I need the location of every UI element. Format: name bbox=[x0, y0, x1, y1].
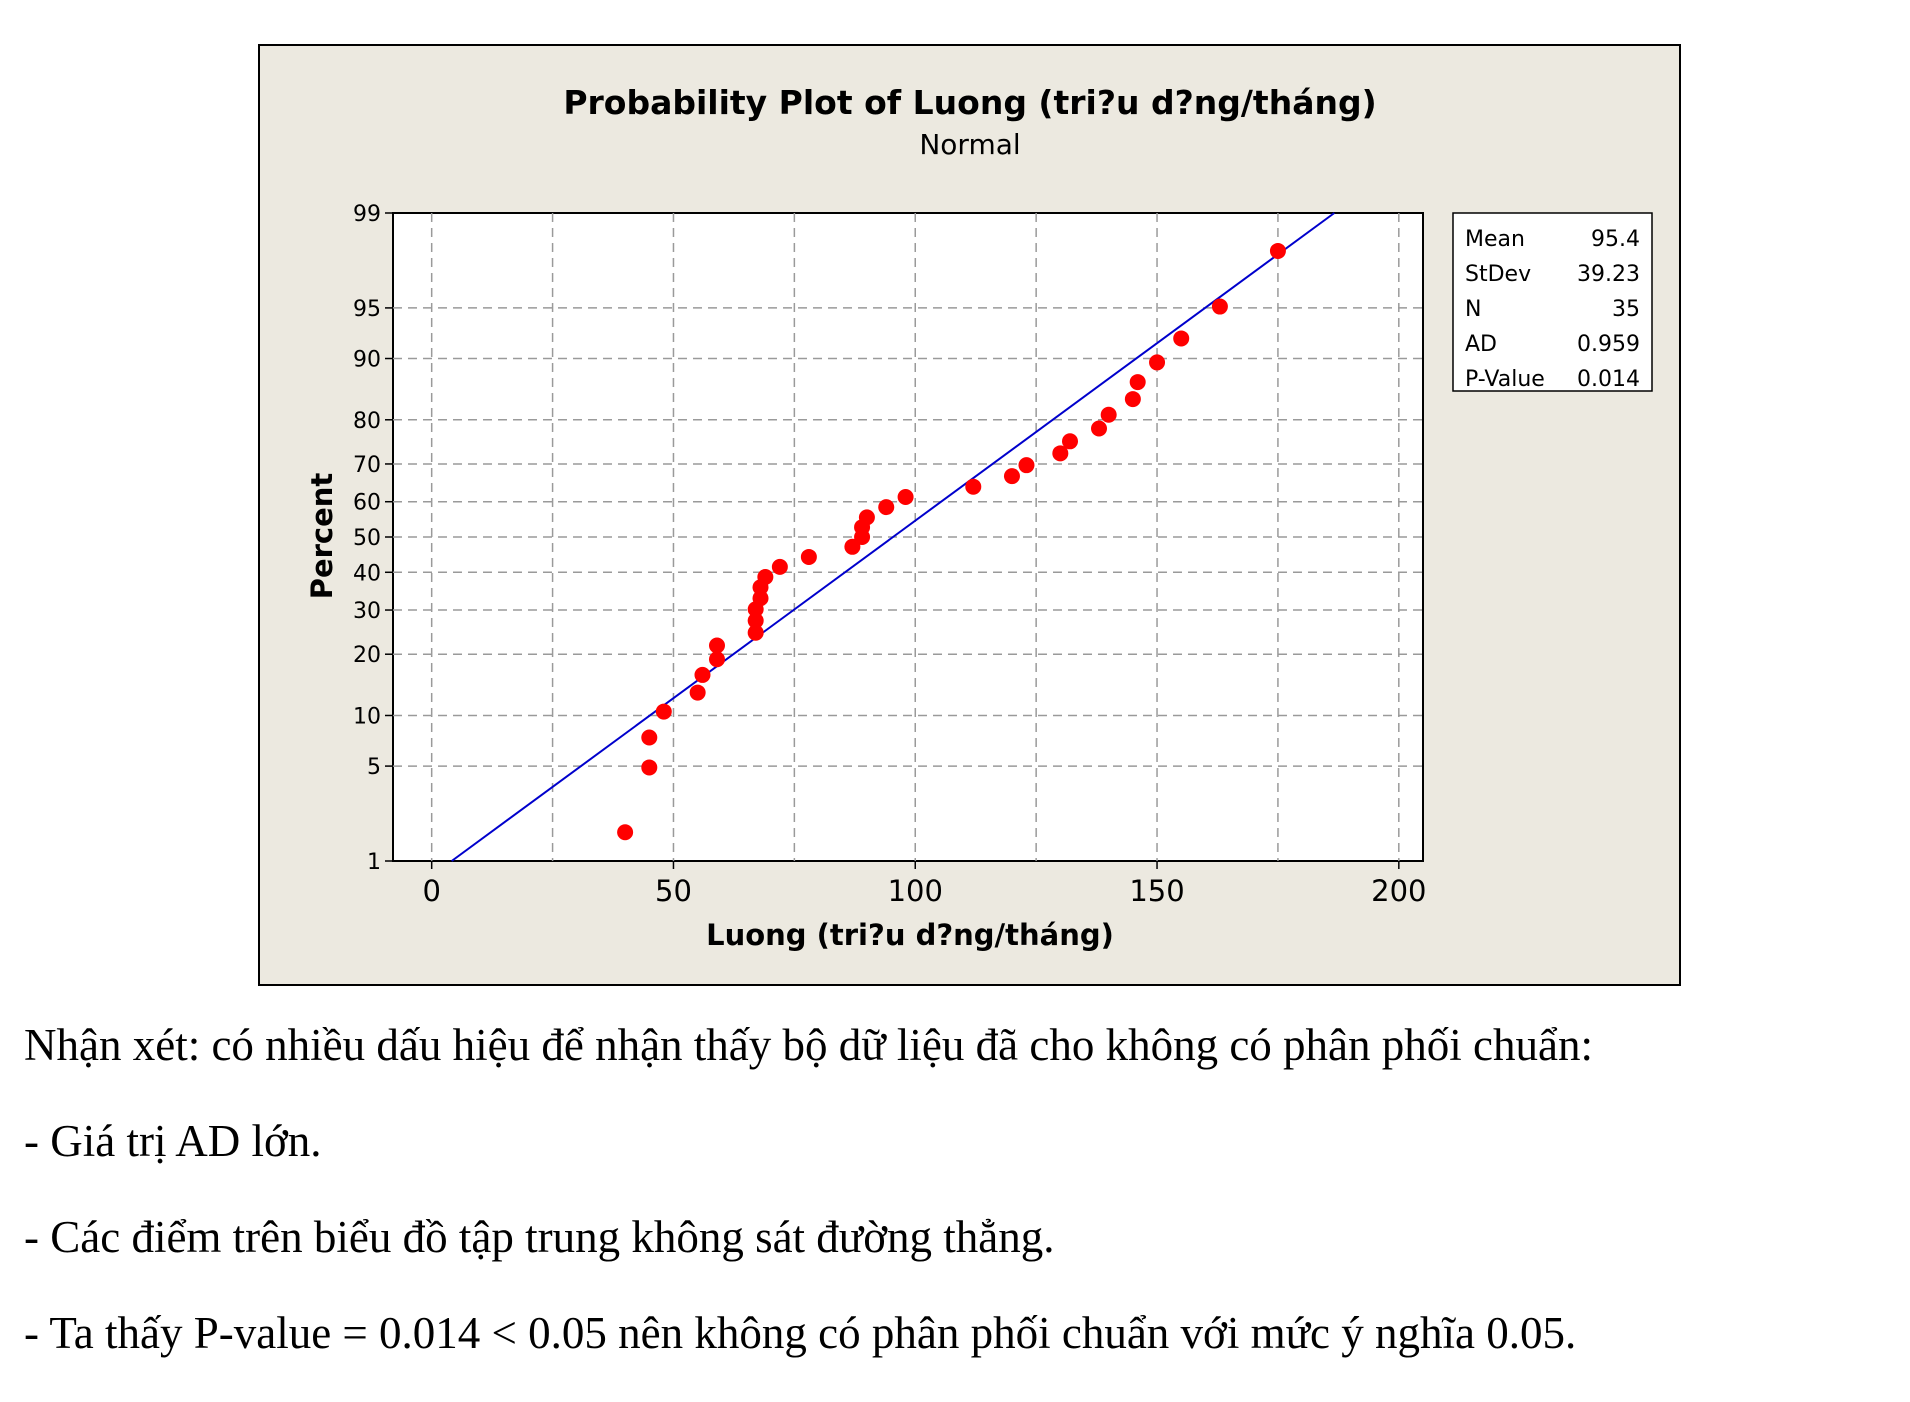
y-tick-label: 20 bbox=[353, 643, 381, 669]
y-tick-label: 30 bbox=[353, 599, 381, 625]
y-tick-label: 80 bbox=[353, 408, 381, 434]
probability-plot-chart bbox=[260, 46, 1683, 988]
y-tick-label: 99 bbox=[353, 202, 381, 227]
y-tick-label: 90 bbox=[353, 347, 381, 373]
x-tick-label: 200 bbox=[1371, 874, 1427, 908]
chart-title: Probability Plot of Luong (tri?u d?ng/tháng) bbox=[563, 83, 1377, 122]
data-point bbox=[1173, 330, 1189, 346]
y-tick-label: 60 bbox=[353, 490, 381, 516]
data-point bbox=[1101, 407, 1117, 423]
data-point bbox=[641, 729, 657, 745]
x-tick-label: 100 bbox=[887, 874, 943, 908]
data-point bbox=[1125, 391, 1141, 407]
notes-intro: Nhận xét: có nhiều dấu hiệu để nhận thấy bộ dữ liệu đã cho không có phân phối chuẩn: bbox=[24, 1020, 1593, 1070]
data-point bbox=[757, 569, 773, 585]
notes-point-ad: - Giá trị AD lớn. bbox=[24, 1116, 322, 1166]
x-tick-label: 0 bbox=[422, 874, 441, 908]
chart-subtitle: Normal bbox=[919, 128, 1021, 161]
y-tick-label: 50 bbox=[353, 526, 381, 551]
stat-label: Mean bbox=[1465, 227, 1525, 252]
x-axis-label: Luong (tri?u d?ng/tháng) bbox=[706, 918, 1114, 952]
data-point bbox=[898, 489, 914, 505]
data-point bbox=[690, 685, 706, 701]
notes-point-line: - Các điểm trên biểu đồ tập trung không sát đường thẳng. bbox=[24, 1212, 1055, 1262]
y-tick-label: 10 bbox=[353, 704, 381, 730]
stat-label: AD bbox=[1465, 332, 1497, 357]
data-point bbox=[1062, 433, 1078, 449]
notes-point-pvalue: - Ta thấy P-value = 0.014 < 0.05 nên không có phân phối chuẩn với mức ý nghĩa 0.05. bbox=[24, 1308, 1577, 1358]
x-tick-label: 50 bbox=[655, 874, 692, 908]
stat-value: 35 bbox=[1612, 297, 1640, 322]
data-point bbox=[656, 704, 672, 720]
stat-label: StDev bbox=[1465, 262, 1532, 287]
data-point bbox=[641, 759, 657, 775]
data-point bbox=[878, 499, 894, 515]
stat-label: N bbox=[1465, 297, 1482, 322]
data-point bbox=[772, 559, 788, 575]
stat-value: 95.4 bbox=[1591, 227, 1640, 252]
stat-value: 0.014 bbox=[1577, 367, 1640, 392]
data-point bbox=[1130, 374, 1146, 390]
data-point bbox=[965, 479, 981, 495]
y-tick-label: 70 bbox=[353, 452, 381, 478]
probability-plot-figure bbox=[258, 44, 1681, 986]
data-point bbox=[694, 667, 710, 683]
x-tick-label: 150 bbox=[1129, 874, 1185, 908]
analysis-notes bbox=[24, 1018, 1904, 1402]
data-point bbox=[1149, 354, 1165, 370]
y-tick-label: 1 bbox=[367, 850, 381, 875]
data-point bbox=[859, 509, 875, 525]
data-point bbox=[1270, 243, 1286, 259]
y-tick-label: 95 bbox=[353, 296, 381, 322]
stat-value: 39.23 bbox=[1577, 262, 1640, 287]
data-point bbox=[709, 637, 725, 653]
data-point bbox=[1018, 457, 1034, 473]
data-point bbox=[1091, 421, 1107, 437]
data-point bbox=[709, 651, 725, 667]
y-axis-label: Percent bbox=[305, 472, 339, 600]
data-point bbox=[1004, 468, 1020, 484]
data-point bbox=[1212, 299, 1228, 315]
stat-label: P-Value bbox=[1465, 367, 1545, 392]
data-point bbox=[801, 549, 817, 565]
y-tick-label: 40 bbox=[353, 561, 381, 587]
data-point bbox=[617, 824, 633, 840]
y-tick-label: 5 bbox=[367, 755, 381, 781]
stat-value: 0.959 bbox=[1577, 332, 1640, 357]
